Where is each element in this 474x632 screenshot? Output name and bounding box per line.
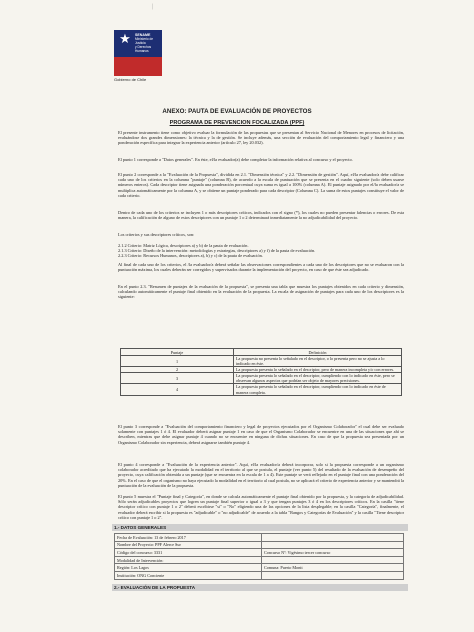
logo-line2: Ministerio de Justicia <box>135 37 154 45</box>
definition-cell: La propuesta no presenta lo señalado en el descriptor, o lo presenta pero no se ajusta a lo indicado en éste. <box>234 356 402 367</box>
definition-cell: La propuesta presenta lo señalado en el descriptor, pero de manera incompleta y/o con errores. <box>234 367 402 373</box>
paragraph-point3: El punto 3 corresponde a "Evaluación del comportamiento financiero y legal de proyectos ejecutados por el Organismo Colaborador" el cual debe ser evaluado solamente con puntajes 1 ó 4. El evaluador deberá asignar puntaje 1 en caso de que el Organismo Colaborador se encuentre en una de las situaciones que ahí se describen, mientras que debe asignar puntaje 4 cuando no se encuentre en ninguna de dichas situaciones. En caso de que la propuesta sea presentada por un Organismo Colaborador sin experiencia, deberá asignarse también puntaje 4. <box>118 424 404 445</box>
data-cell: Fecha de Evaluación: 13 de febrero 2017 <box>115 534 262 542</box>
definition-cell: La propuesta presenta lo señalado en el descriptor, cumpliendo con lo indicado en éste de manera completa. <box>234 384 402 395</box>
data-cell <box>262 556 404 564</box>
data-cell: Modalidad de Intervención: <box>115 556 262 564</box>
section-label: 1.- DATOS GENERALES <box>114 525 167 530</box>
criterion-item: 2.1.3 Criterio: Diseño de la intervención: metodologías y estrategias, descriptores a) y f) de la pauta de evaluación. <box>118 248 316 254</box>
table-row <box>115 534 404 542</box>
paragraph-point5: El punto 5 muestra el "Puntaje final y Categoría", en donde se calcula automáticamente el puntaje final obtenido por la propuesta, y la categoría de adjudicabilidad. Sólo serán adjudicables proyectos que logren un puntaje final superior o igual a 3 y que tengan puntajes 3 ó 4 en los descriptores críticos. En la casilla "tiene descriptor crítico con puntaje 1 o 2" deberá escribirse "si" o "No" eligiendo una de las opciones de la lista desplegable; en la casilla "Categoría", finalmente, el evaluador deberá escribir si la propuesta es "adjudicable" o "no adjudicable" de acuerdo a la tabla "Rangos y Categorías de Evaluación" y la casilla "Tiene descriptor crítico con puntaje 1 o 2". <box>118 494 404 520</box>
score-cell: 3 <box>121 373 234 384</box>
sename-logo <box>114 30 162 85</box>
logo-line1: SENAME <box>135 33 151 37</box>
section-evaluacion-propuesta <box>112 584 408 591</box>
paragraph-observations: Al final de cada uno de los criterios, el /la evaluador/a deberá señalar las observaciones correspondientes a cada uno de los descriptores que no se evaluaron con la puntuación máxima, los cuales deberán ser corregidos y supervisados durante la implementación del proyecto, en caso de que éste sea adjudicado. <box>118 262 404 273</box>
scan-mark: | <box>152 4 154 10</box>
score-cell: 2 <box>121 367 234 373</box>
scoring-scale-table <box>120 348 402 396</box>
table-header-row <box>121 349 402 356</box>
criterion-item: 2.2.3 Criterio: Recursos Humanos, descriptores a), b) y c) de la pauta de evaluación. <box>118 253 263 259</box>
data-cell: Institución: ONG Conciente <box>115 571 262 579</box>
section-datos-generales <box>112 524 408 531</box>
data-cell: Nombre del Proyecto: PPF Alerce Sur <box>115 541 262 549</box>
definition-cell: La propuesta presenta lo señalado en el descriptor, cumpliendo con lo indicado en éste, pero se observan algunos aspectos que podrían ser objeto de mayores precisiones. <box>234 373 402 384</box>
table-row <box>115 564 404 572</box>
criteria-list <box>118 243 404 259</box>
paragraph-summary: En el punto 2.3. "Resumen de puntajes de la evaluación de la propuesta", se presenta una tabla que muestra los puntajes obtenidos en cada criterio y dimensión, calculando automáticamente el puntaje final obtenido en la evaluación de la propuesta. La escala de asignación de puntajes para cada uno de los descriptores es la siguiente: <box>118 284 404 300</box>
data-cell <box>262 534 404 542</box>
paragraph-point1: El punto 1 corresponde a "Datos generales". En éste, el/la evaluador(a) debe completar la información relativa al concurso y el proyecto. <box>118 157 353 162</box>
data-cell: Comuna: Puerto Montt <box>262 564 404 572</box>
score-cell: 4 <box>121 384 234 395</box>
paragraph-intro: El presente instrumento tiene como objetivo evaluar la formulación de las propuestas que se presentan al Servicio Nacional de Menores en procesos de licitación, evaluándose dos grandes dimensiones: la técnica y la de gestión. Se incluye además, una sección de evaluación del comportamiento legal y financiero y una ponderación específica para integrar la experiencia anterior (artículo 27, ley 20.032). <box>118 130 404 146</box>
header-puntaje: Puntaje <box>121 349 234 356</box>
logo-text <box>135 33 162 53</box>
logo-line3: y Derechos Humanos <box>135 45 152 53</box>
paragraph-criteria-intro: Los criterios y sus descriptores críticos, son: <box>118 232 195 237</box>
logo-gobierno: Gobierno de Chile <box>114 77 147 82</box>
criterion-item: 2.1.2 Criterio: Matriz Lógica, descriptores a) y b) de la pauta de evaluación. <box>118 243 249 248</box>
header-definicion: Definición <box>234 349 402 356</box>
general-data-table <box>114 533 404 580</box>
logo-blue-field <box>114 30 162 57</box>
document-subtitle: PROGRAMA DE PREVENCION FOCALIZADA (PPF) <box>169 120 305 126</box>
paragraph-point2: El punto 2 corresponde a la "Evaluación de la Propuesta", dividida en 2.1. "Dimensión técnica" y 2.2. "Dimensión de gestión". Aquí, el/la evaluador/a debe calificar cada uno de los criterios en la columna "puntaje" (columna B), de acuerdo a la escala de puntuación que se presenta en el cuadro siguiente (solo deben usarse números enteros). Cada descriptor tiene asignada una ponderación porcentual cuya suma es igual a 100% (columna A). El puntaje asignado por el/la evaluador/a se multiplica automáticamente por la columna A, y se obtiene un puntaje ponderado para cada descriptor (Columna C). La suma de estos puntajes constituye el valor de cada criterio. <box>118 172 404 198</box>
paragraph-critical: Dentro de cada uno de los criterios se incluyen 1 o más descriptores críticos, indicados con el signo (*), los cuales no pueden presentar falencias o errores. De esta manera, la calificación de alguno de estos descriptores con un puntaje 1 o 2 determinará inmediatamente la no adjudicabilidad del proyecto. <box>118 210 404 221</box>
star-icon: ★ <box>119 32 131 47</box>
table-row <box>115 549 404 557</box>
section-label: 2.- EVALUACIÓN DE LA PROPUESTA <box>114 585 196 590</box>
table-row <box>121 373 402 384</box>
table-row <box>115 571 404 579</box>
table-row <box>121 384 402 395</box>
data-cell: Concurso Nº: Vigésimo tercer concurso <box>262 549 404 557</box>
table-row <box>115 541 404 549</box>
table-row <box>115 556 404 564</box>
score-cell: 1 <box>121 356 234 367</box>
paragraph-point4: El punto 4 corresponde a "Evaluación de la experiencia anterior". Aquí, el/la evaluador/a deberá incorporar, solo si la propuesta corresponde a un organismo colaborador acreditado que ha ejecutado la modalidad en el territorio al que se postula, el puntaje (ver punto 5) del resultado de la evaluación de desempeño del proyecto, cuya calificación obtenida a un puntaje (que se encuentra en la escala de 1 a 4). Este puntaje se verá reflejado en el puntaje final con una ponderación del 20%. En el caso de que el organismo no haya ejecutado la modalidad en el territorio al cual postula, no se aplicará el criterio de experiencia anterior y se mantendrá la puntuación de la evaluación de la propuesta. <box>118 462 404 488</box>
data-cell: Código del concurso: 3331 <box>115 549 262 557</box>
data-cell <box>262 541 404 549</box>
document-title: ANEXO: PAUTA DE EVALUACIÓN DE PROYECTOS <box>162 108 312 115</box>
logo-red-field <box>114 57 162 76</box>
data-cell <box>262 571 404 579</box>
data-cell: Región: Los Lagos <box>115 564 262 572</box>
table-row <box>121 356 402 367</box>
